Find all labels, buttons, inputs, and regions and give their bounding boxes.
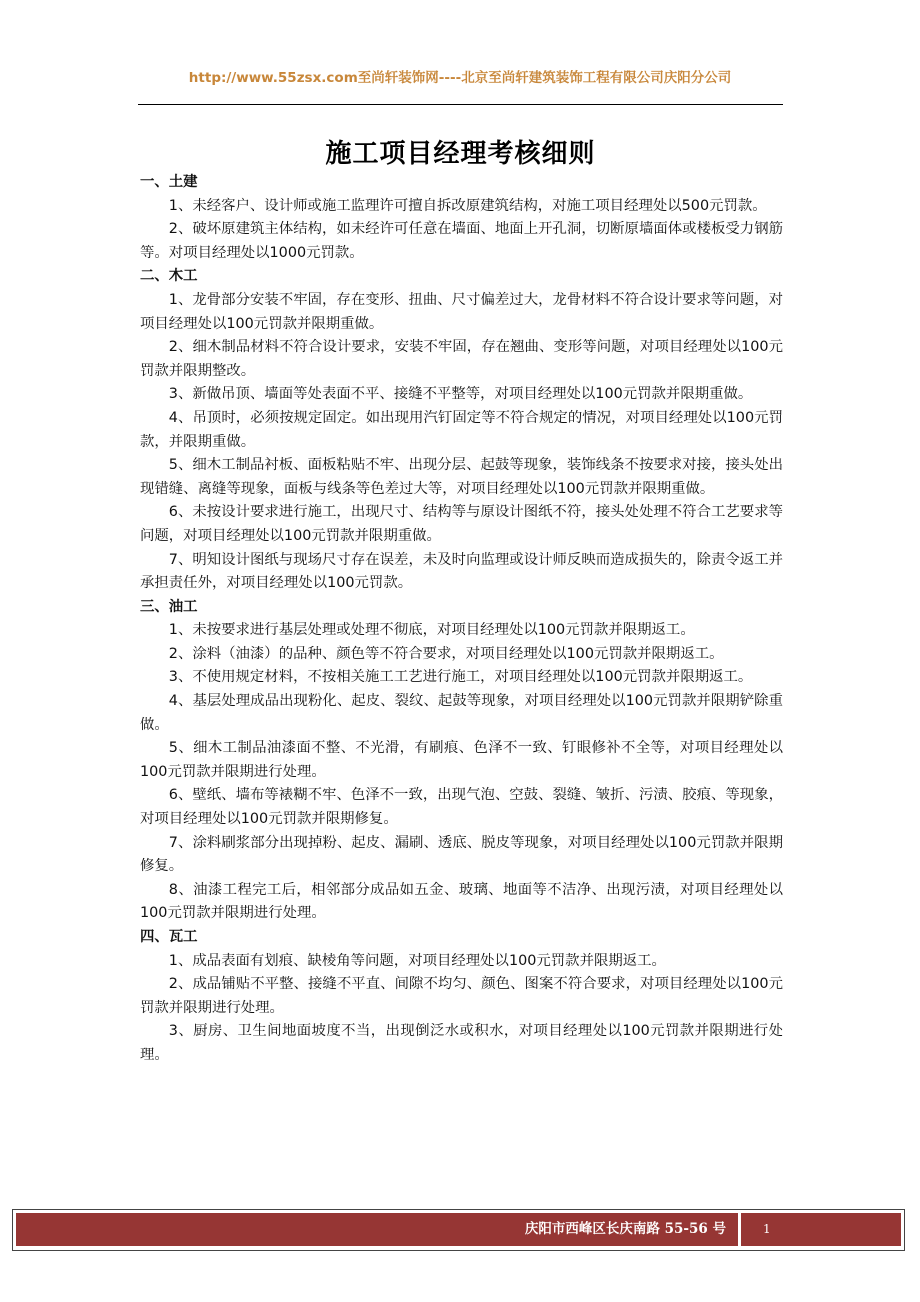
footer-address: 庆阳市西峰区长庆南路 55-56 号: [524, 1221, 726, 1237]
list-item: 1、未经客户、设计师或施工监理许可擅自拆改原建筑结构，对施工项目经理处以500元罚款。: [168, 197, 767, 214]
list-item: 8、油漆工程完工后，相邻部分成品如五金、玻璃、地面等不洁净、出现污渍，对项目经理处以100元罚款并限期进行处理。: [140, 881, 783, 922]
list-item: 1、成品表面有划痕、缺棱角等问题，对项目经理处以100元罚款并限期返工。: [168, 952, 666, 969]
page-number: 1: [763, 1222, 771, 1236]
list-item: 2、破坏原建筑主体结构，如未经许可任意在墙面、地面上开孔洞，切断原墙面体或楼板受力钢筋等。对项目经理处以1000元罚款。: [140, 221, 783, 261]
list-item: 2、细木制品材料不符合设计要求，安装不牢固，存在翘曲、变形等问题，对项目经理处以100元罚款并限期整改。: [140, 339, 783, 379]
list-item: 5、细木工制品衬板、面板粘贴不牢、出现分层、起鼓等现象，装饰线条不按要求对接，接头处出现错缝、离缝等现象，面板与线条等色差过大等，对项目经理处以100元罚款并限期重做。: [140, 457, 783, 497]
list-item: 1、未按要求进行基层处理或处理不彻底，对项目经理处以100元罚款并限期返工。: [168, 622, 695, 639]
list-item: 2、涂料（油漆）的品种、颜色等不符合要求，对项目经理处以100元罚款并限期返工。: [168, 645, 724, 662]
list-item: 6、未按设计要求进行施工，出现尺寸、结构等与原设计图纸不符，接头处处理不符合工艺要求等问题，对项目经理处以100元罚款并限期重做。: [140, 504, 783, 544]
section-heading: 一、土建: [140, 174, 198, 190]
document-title: 施工项目经理考核细则: [325, 139, 596, 170]
list-item: 7、明知设计图纸与现场尺寸存在误差，未及时向监理或设计师反映而造成损失的，除责令返工并承担责任外，对项目经理处以100元罚款。: [140, 551, 783, 592]
header-link[interactable]: http://www.55zsx.com至尚轩装饰网----北京至尚轩建筑装饰工程有限公司庆阳分公司: [188, 70, 732, 86]
list-item: 4、吊顶时，必须按规定固定。如出现用汽钉固定等不符合规定的情况，对项目经理处以100元罚款，并限期重做。: [140, 409, 783, 450]
list-item: 1、龙骨部分安装不牢固，存在变形、扭曲、尺寸偏差过大，龙骨材料不符合设计要求等问题，对项目经理处以100元罚款并限期重做。: [140, 291, 783, 332]
list-item: 7、涂料刷浆部分出现掉粉、起皮、漏刷、透底、脱皮等现象，对项目经理处以100元罚款并限期修复。: [140, 834, 783, 875]
list-item: 3、新做吊顶、墙面等处表面不平、接缝不平整等，对项目经理处以100元罚款并限期重做。: [168, 386, 753, 403]
document-body: [140, 171, 783, 1068]
section-heading: 三、油工: [140, 598, 198, 615]
list-item: 3、不使用规定材料，不按相关施工工艺进行施工，对项目经理处以100元罚款并限期返工。: [168, 669, 753, 686]
list-item: 6、壁纸、墙布等裱糊不牢、色泽不一致，出现气泡、空鼓、裂缝、皱折、污渍、胶痕、等现象，对项目经理处以100元罚款并限期修复。: [140, 787, 783, 828]
footer-page-box: [741, 1213, 901, 1246]
list-item: 3、厨房、卫生间地面坡度不当，出现倒泛水或积水，对项目经理处以100元罚款并限期进行处理。: [140, 1023, 783, 1063]
list-item: 5、细木工制品油漆面不整、不光滑，有刷痕、色泽不一致、钉眼修补不全等，对项目经理处以100元罚款并限期进行处理。: [140, 740, 783, 780]
section-heading: 二、木工: [140, 268, 198, 285]
section-heading: 四、瓦工: [140, 929, 198, 945]
list-item: 2、成品铺贴不平整、接缝不平直、间隙不均匀、颜色、图案不符合要求，对项目经理处以100元罚款并限期进行处理。: [140, 976, 783, 1016]
header-divider: [138, 104, 783, 105]
list-item: 4、基层处理成品出现粉化、起皮、裂纹、起鼓等现象，对项目经理处以100元罚款并限期铲除重做。: [140, 693, 783, 733]
footer-bar: [16, 1213, 738, 1246]
